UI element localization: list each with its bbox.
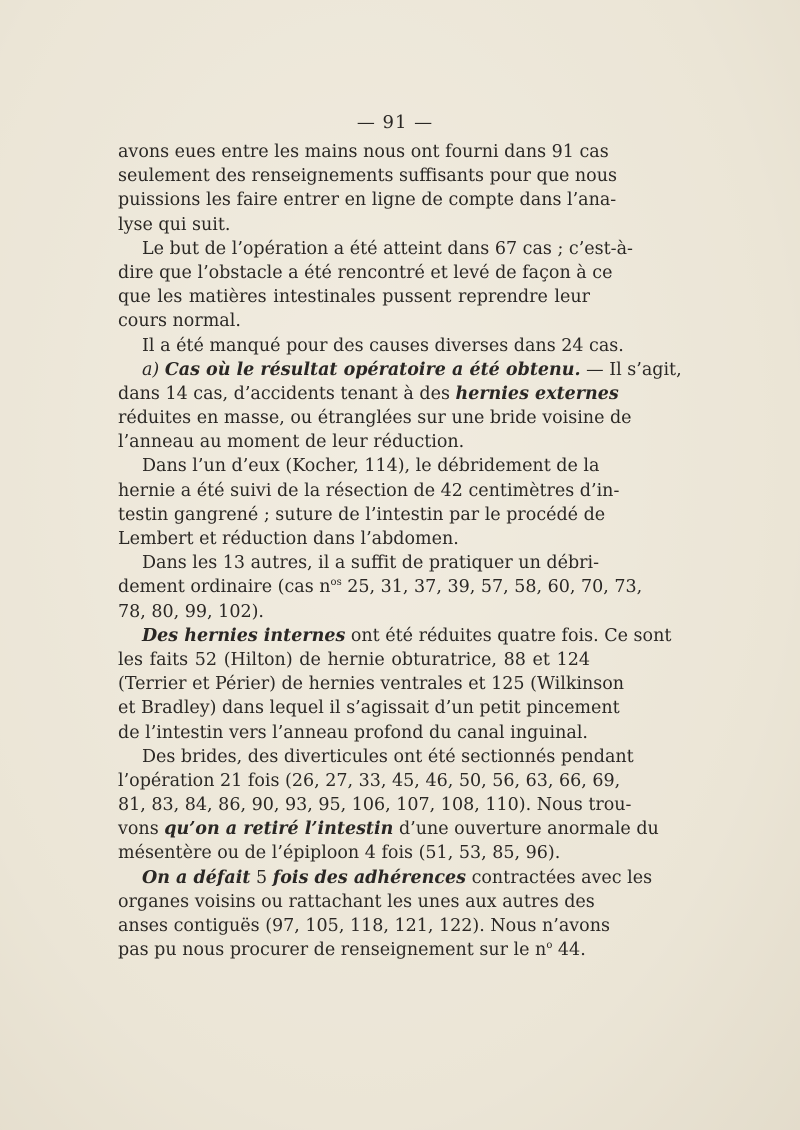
text-line: mésentère ou de l’épiploon 4 fois (51, 53, 85, 96). (118, 843, 561, 864)
text-line: Des hernies internes ont été réduites quatre fois. Ce sont (142, 625, 672, 646)
text-line: réduites en masse, ou étranglées sur une bride voisine de (118, 408, 632, 429)
text-line: Le but de l’opération a été atteint dans 67 cas ; c’est-à- (142, 238, 633, 259)
text-line: On a défait 5 fois des adhérences contractées avec les (142, 867, 653, 888)
text-line: pas pu nous procurer de renseignement sur le $n^o$ 44. (118, 940, 586, 961)
text-line: l’anneau au moment de leur réduction. (118, 432, 465, 453)
text-line: dans 14 cas, d’accidents tenant à des hernies externes (118, 383, 619, 404)
text-line: dement ordinaire (cas $n^{os}$ 25, 31, 37, 39, 57, 58, 60, 70, 73, (118, 577, 643, 598)
text-line: Il a été manqué pour des causes diverses dans 24 cas. (142, 335, 624, 356)
text-line: hernie a été suivi de la résection de 42 centimètres d’in- (118, 480, 620, 501)
text-line: avons eues entre les mains nous ont fourni dans 91 cas (118, 142, 609, 162)
page-number: — 91 — (356, 112, 434, 133)
text-line: lyse qui suit. (118, 214, 231, 235)
text-line: Dans l’un d’eux (Kocher, 114), le débridement de la (142, 456, 600, 477)
text-line: Des brides, des diverticules ont été sectionnés pendant (142, 746, 634, 767)
text-line: anses contiguës (97, 105, 118, 121, 122). Nous n’avons (118, 916, 610, 936)
text-line: a) Cas où le résultat opératoire a été obtenu. — Il s’agit, (142, 359, 682, 380)
text-line: l’opération 21 fois (26, 27, 33, 45, 46, 50, 56, 63, 66, 69, (118, 770, 621, 791)
section-heading: Cas où le résultat opératoire a été obtenu. (164, 359, 581, 380)
text-line: seulement des renseignements suffisants pour que nous (118, 166, 617, 187)
text-line: puissions les faire entrer en ligne de compte dans l’ana- (118, 190, 617, 211)
text-line: Dans les 13 autres, il a suffit de pratiquer un débri- (142, 553, 600, 574)
text-line: 78, 80, 99, 102). (118, 601, 264, 622)
text-line: Lembert et réduction dans l’abdomen. (118, 529, 459, 549)
text-line: organes voisins ou rattachant les unes aux autres des (118, 891, 595, 912)
text-line: (Terrier et Périer) de hernies ventrales et 125 (Wilkinson (118, 674, 625, 695)
text-line: que les matières intestinales pussent reprendre leur (118, 287, 590, 308)
text-line: testin gangrené ; suture de l’intestin par le procédé de (118, 504, 606, 525)
body-text (118, 140, 682, 962)
text-line: et Bradley) dans lequel il s’agissait d’un petit pincement (118, 698, 620, 719)
text-line: cours normal. (118, 311, 241, 332)
text-line: dire que l’obstacle a été rencontré et levé de façon à ce (118, 262, 613, 283)
text-line: vons qu’on a retiré l’intestin d’une ouverture anormale du (118, 819, 659, 840)
text-line: les faits 52 (Hilton) de hernie obturatrice, 88 et 124 (118, 649, 590, 670)
text-line: de l’intestin vers l’anneau profond du canal inguinal. (118, 722, 588, 743)
text-line: 81, 83, 84, 86, 90, 93, 95, 106, 107, 108, 110). Nous trou- (118, 795, 632, 816)
